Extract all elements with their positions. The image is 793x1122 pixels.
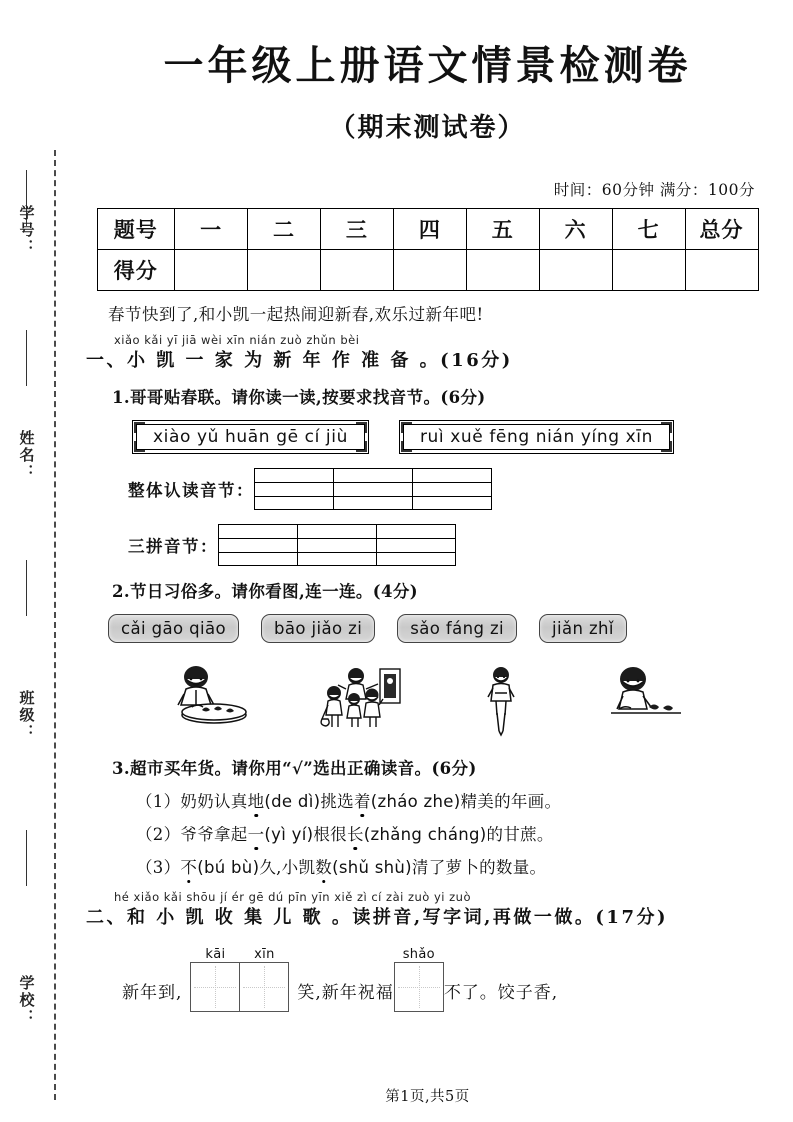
margin-field-student-id bbox=[10, 205, 44, 260]
score-column-7: 七 bbox=[612, 209, 685, 250]
section-two-title: 二、和 小 凯 收 集 儿 歌 。读拼音,写字词,再做一做。(17分) bbox=[86, 907, 668, 928]
score-blank-5[interactable] bbox=[466, 250, 539, 291]
margin-divider-3 bbox=[26, 560, 27, 616]
answer-grid-label: 整体认读音节： bbox=[128, 481, 254, 500]
write-box-kaixin[interactable] bbox=[190, 947, 289, 1012]
section-two-pinyin: hé xiǎo kǎi shōu jí ér gē dú pīn yīn xiě zì cí zài zuò yi zuò bbox=[114, 890, 471, 904]
write-box-pinyin-labels bbox=[394, 947, 443, 962]
pinyin-grid-cell[interactable] bbox=[219, 525, 298, 565]
marked-character: 一 bbox=[248, 821, 265, 845]
score-blank-2[interactable] bbox=[248, 250, 321, 291]
answer-grid-label: 三拼音节： bbox=[128, 537, 218, 556]
score-blank-7[interactable] bbox=[612, 250, 685, 291]
question-3-label: 3.超市买年货。请你用“√”选出正确读音。(6分) bbox=[112, 759, 477, 778]
score-table-row-label: 题号 bbox=[97, 209, 175, 250]
pinyin-4line-grid[interactable] bbox=[254, 468, 492, 510]
question-1-pinyin-boxes bbox=[86, 420, 763, 454]
corner-ornament-icon bbox=[134, 422, 145, 433]
exam-content bbox=[62, 301, 793, 1012]
question-2-illustrations bbox=[86, 661, 763, 743]
score-column-total: 总分 bbox=[685, 209, 758, 250]
sentence-prefix: （3） bbox=[136, 858, 181, 877]
sentence-suffix: 清了萝卜的数量。 bbox=[411, 858, 547, 877]
section-one-pinyin: xiǎo kǎi yī jiā wèi xīn nián zuò zhǔn bèi bbox=[114, 333, 360, 347]
exam-meta-info: 时间：60分钟 满分：100分 bbox=[553, 181, 755, 199]
margin-field-class bbox=[10, 690, 44, 745]
section-one-header bbox=[86, 333, 763, 372]
pronunciation-options[interactable]: (shǔ shù) bbox=[332, 858, 412, 877]
score-column-2: 二 bbox=[248, 209, 321, 250]
corner-ornament-icon bbox=[661, 441, 672, 452]
section-one-title: 一、小 凯 一 家 为 新 年 作 准 备 。(16分) bbox=[86, 350, 513, 371]
question-3-sentence-2 bbox=[86, 821, 763, 845]
score-blank-4[interactable] bbox=[393, 250, 466, 291]
question-3-sentence-3 bbox=[86, 854, 763, 878]
write-box-pinyin-labels bbox=[191, 947, 289, 962]
fill-text-part-3: 不了。饺子香, bbox=[443, 983, 559, 1003]
tianzige-grid[interactable] bbox=[190, 962, 289, 1012]
margin-field-label: 班级： bbox=[17, 690, 36, 741]
write-box-shao[interactable] bbox=[394, 947, 444, 1012]
section-two-fill-in-row bbox=[86, 947, 763, 1012]
pinyin-4line-grid[interactable] bbox=[218, 524, 456, 566]
fill-text-part-1: 新年到, bbox=[122, 983, 183, 1003]
pinyin-grid-cell[interactable] bbox=[298, 525, 377, 565]
marked-character: 不 bbox=[180, 854, 197, 878]
margin-field-label: 姓名： bbox=[17, 430, 36, 481]
corner-ornament-icon bbox=[401, 422, 412, 433]
pinyin-label: shǎo bbox=[402, 947, 435, 962]
pinyin-grid-cell[interactable] bbox=[334, 469, 413, 509]
tianzige-grid[interactable] bbox=[394, 962, 444, 1012]
corner-ornament-icon bbox=[661, 422, 672, 433]
student-info-margin bbox=[0, 0, 62, 1122]
fold-dashed-line bbox=[54, 150, 56, 1100]
word-chip-saofangzi[interactable]: sǎo fáng zi bbox=[397, 614, 517, 643]
answer-grid-three-part-syllables bbox=[86, 524, 763, 566]
score-column-6: 六 bbox=[539, 209, 612, 250]
marked-character: 地 bbox=[248, 788, 265, 812]
marked-character: 数 bbox=[315, 854, 332, 878]
girl-making-dumplings-icon[interactable] bbox=[159, 663, 269, 743]
page-subtitle: （期末测试卷） bbox=[329, 113, 526, 143]
pronunciation-options[interactable]: (yì yí) bbox=[264, 825, 314, 844]
tianzige-cell[interactable] bbox=[395, 963, 444, 1011]
pronunciation-options[interactable]: (de dì) bbox=[264, 792, 321, 811]
marked-character: 着 bbox=[354, 788, 371, 812]
sentence-suffix: 的甘蔗。 bbox=[486, 825, 554, 844]
pronunciation-options[interactable]: (zhǎng cháng) bbox=[363, 825, 487, 844]
corner-ornament-icon bbox=[134, 441, 145, 452]
question-2-label: 2.节日习俗多。请你看图,连一连。(4分) bbox=[112, 582, 418, 601]
tianzige-cell[interactable] bbox=[240, 963, 289, 1011]
question-3-sentence-1 bbox=[86, 788, 763, 812]
fill-text-part-2: 笑,新年祝福 bbox=[297, 983, 394, 1003]
page-title: 一年级上册语文情景检测卷 bbox=[163, 42, 692, 89]
margin-field-name bbox=[10, 430, 44, 485]
tianzige-cell[interactable] bbox=[191, 963, 240, 1011]
pinyin-grid-cell[interactable] bbox=[413, 469, 492, 509]
sentence-middle: 久,小凯 bbox=[259, 858, 316, 877]
children-decorating-house-icon[interactable] bbox=[303, 663, 413, 743]
score-blank-1[interactable] bbox=[175, 250, 248, 291]
pinyin-phrase-text: ruì xuě fēng nián yíng xīn bbox=[419, 427, 653, 447]
corner-ornament-icon bbox=[356, 441, 367, 452]
boy-paper-cutting-icon[interactable] bbox=[590, 663, 700, 743]
intro-text: 春节快到了,和小凯一起热闹迎新春,欢乐过新年吧! bbox=[108, 305, 484, 324]
sentence-suffix: 精美的年画。 bbox=[460, 792, 562, 811]
score-table-row-label: 得分 bbox=[97, 250, 175, 291]
sentence-prefix: （2）爷爷拿起 bbox=[136, 825, 248, 844]
margin-field-label: 学校： bbox=[17, 975, 36, 1026]
pronunciation-options[interactable]: (zháo zhe) bbox=[370, 792, 461, 811]
sentence-middle: 挑选 bbox=[320, 792, 354, 811]
corner-ornament-icon bbox=[356, 422, 367, 433]
score-column-3: 三 bbox=[320, 209, 393, 250]
score-blank-6[interactable] bbox=[539, 250, 612, 291]
word-chip-jianzhi[interactable]: jiǎn zhǐ bbox=[539, 614, 627, 643]
pinyin-label: kāi bbox=[205, 947, 226, 962]
stilt-walker-icon[interactable] bbox=[446, 663, 556, 743]
margin-field-label: 学号： bbox=[17, 205, 36, 256]
sentence-middle: 根很 bbox=[313, 825, 347, 844]
pinyin-label: xīn bbox=[254, 947, 275, 962]
pinyin-phrase-box-1 bbox=[132, 420, 369, 454]
marked-character: 长 bbox=[347, 821, 364, 845]
exam-sheet bbox=[62, 0, 793, 1122]
word-chip-caigaoqiao[interactable]: cǎi gāo qiāo bbox=[108, 614, 239, 643]
margin-field-school bbox=[10, 975, 44, 1030]
score-column-5: 五 bbox=[466, 209, 539, 250]
page-footer: 第1页,共5页 bbox=[385, 1089, 470, 1105]
score-column-4: 四 bbox=[393, 209, 466, 250]
score-blank-total[interactable] bbox=[685, 250, 758, 291]
question-1-label: 1.哥哥贴春联。请你读一读,按要求找音节。(6分) bbox=[112, 388, 486, 407]
score-table bbox=[97, 208, 759, 291]
table-row-header bbox=[97, 209, 758, 250]
section-two-header bbox=[86, 890, 763, 929]
pinyin-grid-cell[interactable] bbox=[377, 525, 456, 565]
score-column-1: 一 bbox=[175, 209, 248, 250]
table-row-score bbox=[97, 250, 758, 291]
pinyin-grid-cell[interactable] bbox=[255, 469, 334, 509]
answer-grid-whole-syllables bbox=[86, 468, 763, 510]
sentence-prefix: （1）奶奶认真 bbox=[136, 792, 248, 811]
pinyin-phrase-text: xiào yǔ huān gē cí jiù bbox=[153, 427, 348, 447]
question-2-word-chips bbox=[86, 614, 763, 643]
score-blank-3[interactable] bbox=[320, 250, 393, 291]
margin-divider-4 bbox=[26, 830, 27, 886]
pinyin-phrase-box-2 bbox=[399, 420, 674, 454]
corner-ornament-icon bbox=[401, 441, 412, 452]
word-chip-baojiaozi[interactable]: bāo jiǎo zi bbox=[261, 614, 375, 643]
margin-divider-2 bbox=[26, 330, 27, 386]
pronunciation-options[interactable]: (bú bù) bbox=[197, 858, 260, 877]
